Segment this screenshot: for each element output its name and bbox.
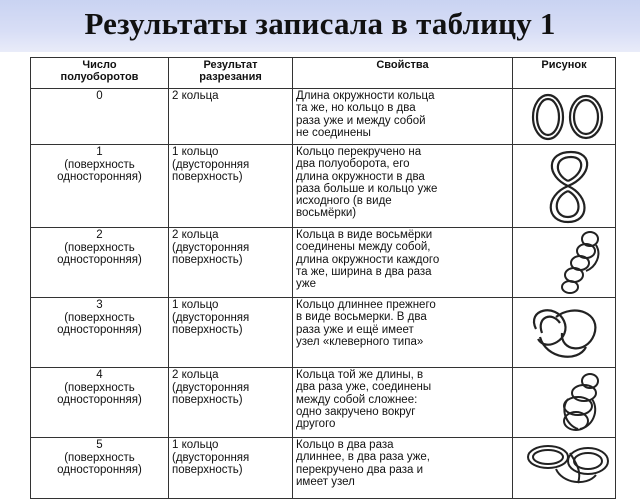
props-cell: Кольцо перекручено на два полуоборота, его длина окружности в два раза больше и кольцо уже исходного (в виде восьмёрки) bbox=[293, 145, 513, 228]
result-cell: 1 кольцо (двусторонняя поверхность) bbox=[169, 298, 293, 368]
table-row bbox=[31, 89, 616, 145]
header-count: Число полуоборотов bbox=[31, 58, 169, 89]
header-picture: Рисунок bbox=[513, 58, 616, 89]
picture-cell bbox=[513, 145, 616, 228]
count-cell: 0 bbox=[31, 89, 169, 145]
props-cell: Кольца в виде восьмёрки соединены между собой, длина окружности каждого та же, ширина в два раза уже bbox=[293, 228, 513, 298]
twisted-rings-sketch bbox=[516, 369, 619, 436]
table-row bbox=[31, 368, 616, 438]
two-rings-sketch bbox=[516, 90, 619, 143]
result-cell: 2 кольца (двусторонняя поверхность) bbox=[169, 368, 293, 438]
props-cell: Кольцо в два раза длиннее, в два раза уже, перекручено два раза и имеет узел bbox=[293, 438, 513, 499]
picture-cell bbox=[513, 438, 616, 499]
header-props: Свойства bbox=[293, 58, 513, 89]
props-cell: Кольца той же длины, в два раза уже, соединены между собой сложнее: одно закручено вокруг другого bbox=[293, 368, 513, 438]
results-table bbox=[30, 57, 616, 499]
result-cell: 1 кольцо (двусторонняя поверхность) bbox=[169, 145, 293, 228]
props-cell: Кольцо длиннее прежнего в виде восьмерки. В два раза уже и ещё имеет узел «клеверного типа» bbox=[293, 298, 513, 368]
picture-cell bbox=[513, 298, 616, 368]
header-result: Результат разрезания bbox=[169, 58, 293, 89]
figure-eight-sketch bbox=[516, 146, 619, 226]
knotted-ring-sketch bbox=[516, 439, 619, 497]
header-row bbox=[31, 58, 616, 89]
count-cell: 2 (поверхность односторонняя) bbox=[31, 228, 169, 298]
result-cell: 2 кольца bbox=[169, 89, 293, 145]
count-cell: 1 (поверхность односторонняя) bbox=[31, 145, 169, 228]
props-cell: Длина окружности кольца та же, но кольцо в два раза уже и между собой не соединены bbox=[293, 89, 513, 145]
result-cell: 2 кольца (двусторонняя поверхность) bbox=[169, 228, 293, 298]
count-cell: 5 (поверхность односторонняя) bbox=[31, 438, 169, 499]
linked-eights-sketch bbox=[516, 229, 619, 296]
table-row bbox=[31, 228, 616, 298]
count-cell: 4 (поверхность односторонняя) bbox=[31, 368, 169, 438]
count-cell: 3 (поверхность односторонняя) bbox=[31, 298, 169, 368]
picture-cell bbox=[513, 89, 616, 145]
picture-cell bbox=[513, 228, 616, 298]
table-row bbox=[31, 145, 616, 228]
clover-knot-sketch bbox=[516, 299, 619, 366]
table-row bbox=[31, 298, 616, 368]
slide-title: Результаты записала в таблицу 1 bbox=[84, 6, 556, 41]
picture-cell bbox=[513, 368, 616, 438]
result-cell: 1 кольцо (двусторонняя поверхность) bbox=[169, 438, 293, 499]
table-row bbox=[31, 438, 616, 499]
